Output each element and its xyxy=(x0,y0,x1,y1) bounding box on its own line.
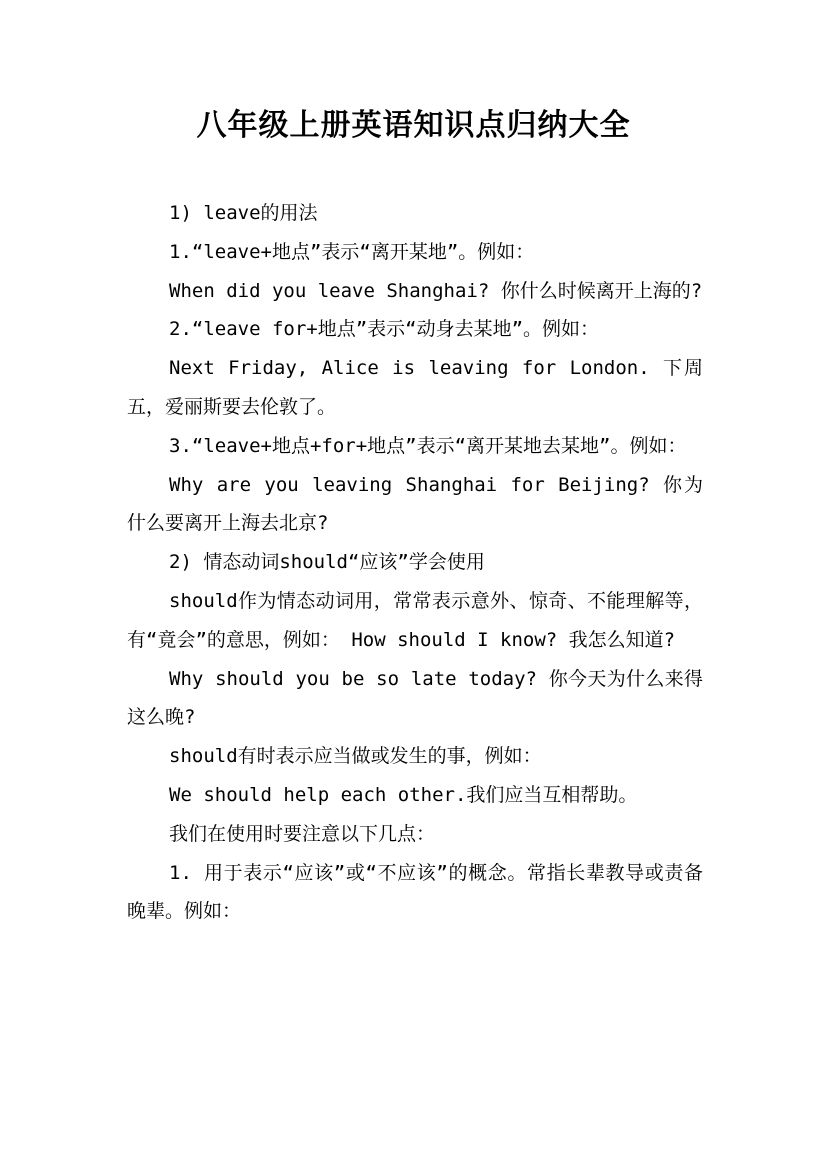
paragraph: 2.“leave for+地点”表示“动身去某地”。例如： xyxy=(169,318,600,341)
paragraph: 3.“leave+地点+for+地点”表示“离开某地去某地”。例如： xyxy=(169,434,687,457)
section-heading-leave: 1) leave的用法 xyxy=(169,202,318,224)
paragraph: should作为情态动词用，常常表示意外、惊奇、不能理解等，有“竟会”的意思，例如： How should I know? 我怎么知道? xyxy=(127,589,703,651)
paragraph: 1. 用于表示“应该”或“不应该”的概念。常指长辈教导或责备晚辈。例如： xyxy=(127,861,703,923)
example-sentence: Why should you be so late today? 你今天为什么来得这么晚? xyxy=(127,667,703,729)
example-sentence: Next Friday, Alice is leaving for London. 下周五，爱丽斯要去伦敦了。 xyxy=(127,357,703,418)
example-sentence: Why are you leaving Shanghai for Beijing? 你为什么要离开上海去北京? xyxy=(127,473,703,535)
section-heading-should: 2) 情态动词should“应该”学会使用 xyxy=(169,551,485,574)
paragraph: 我们在使用时要注意以下几点： xyxy=(169,822,436,845)
paragraph: 1.“leave+地点”表示“离开某地”。例如： xyxy=(169,240,535,263)
example-sentence: When did you leave Shanghai? 你什么时候离开上海的? xyxy=(169,279,703,302)
document-body xyxy=(127,194,703,931)
document-title: 八年级上册英语知识点归纳大全 xyxy=(196,108,631,143)
example-sentence: We should help each other.我们应当互相帮助。 xyxy=(169,783,638,806)
paragraph: should有时表示应当做或发生的事，例如： xyxy=(169,745,542,768)
